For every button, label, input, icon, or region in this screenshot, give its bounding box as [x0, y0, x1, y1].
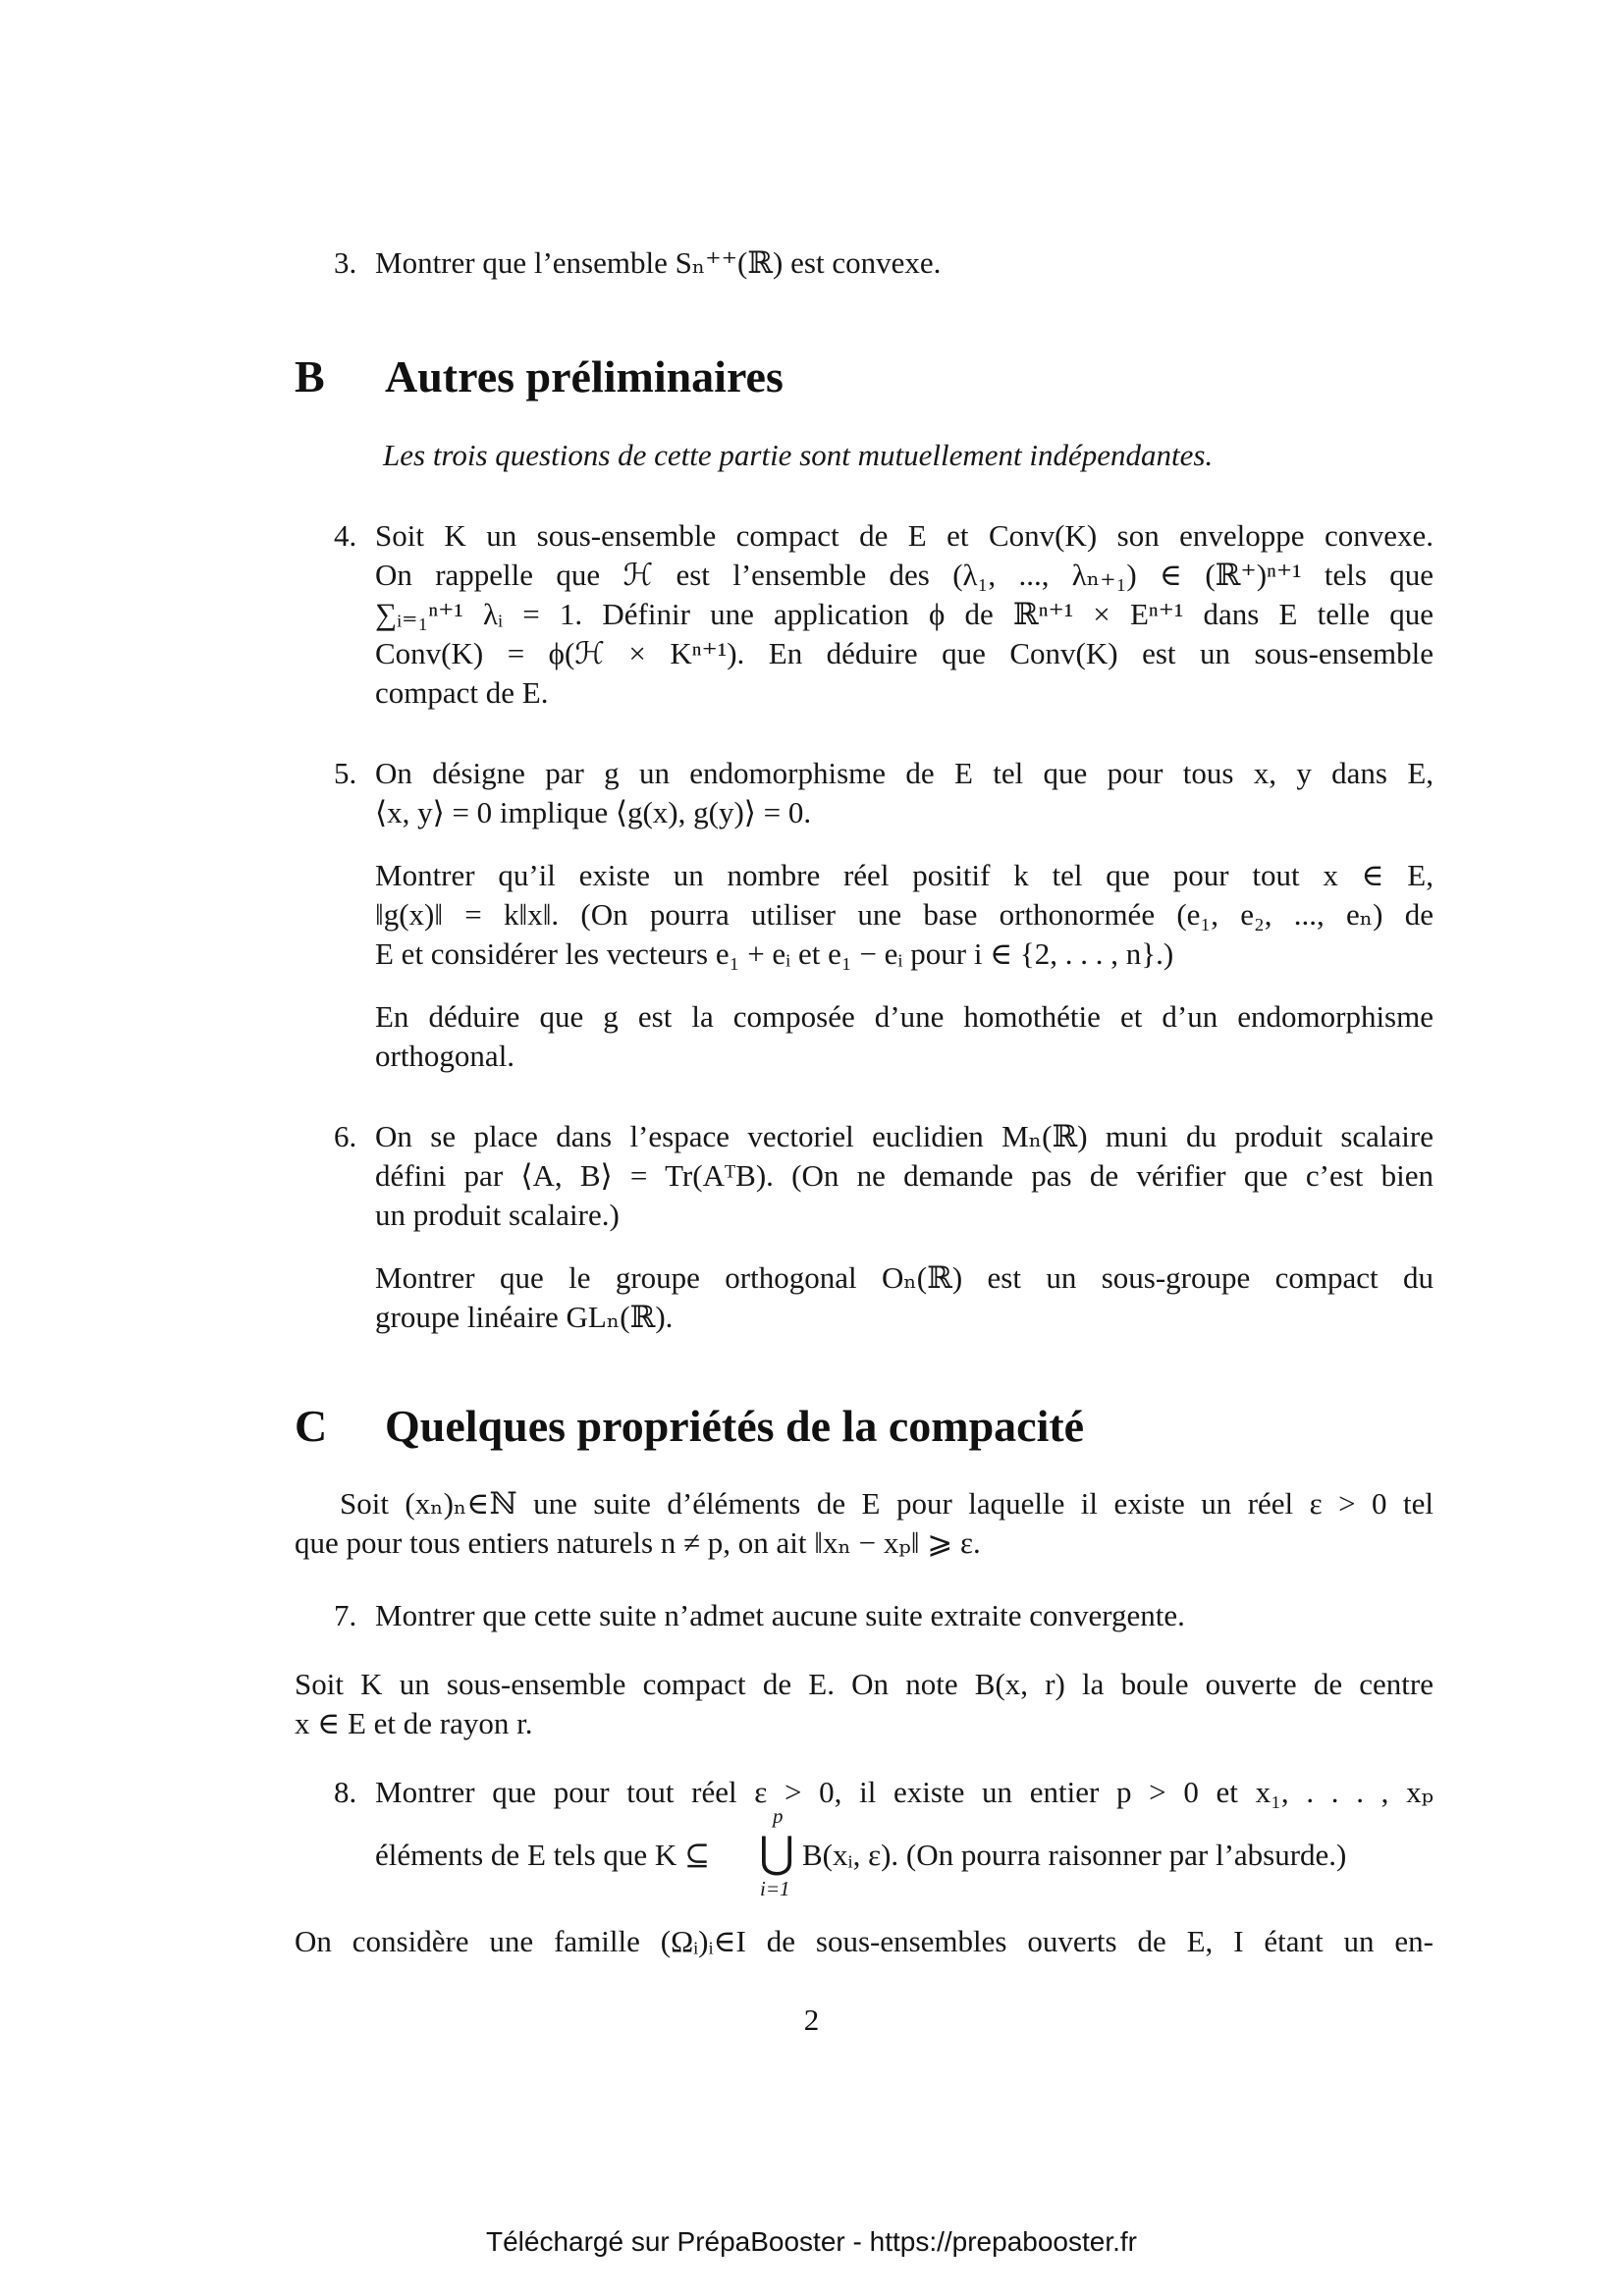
question-line: compact de E. [375, 675, 549, 710]
question-line: groupe linéaire GLₙ(ℝ). [375, 1300, 674, 1334]
section-title: Autres préliminaires [385, 351, 784, 401]
question-line: E et considérer les vecteurs e₁ + eᵢ et e₁ − eᵢ pour i ∈ {2, . . . , n}.) [375, 936, 1174, 971]
question-line: On rappelle que ℋ est l’ensemble des (λ₁, ..., λₙ₊₁) ∈ (ℝ⁺)ⁿ⁺¹ tels que [375, 558, 1434, 592]
question-line: éléments de E tels que K ⊆ [375, 1838, 711, 1872]
question-line: orthogonal. [375, 1039, 515, 1073]
question-line: ∑ᵢ₌₁ⁿ⁺¹ λᵢ = 1. Définir une application ϕ de ℝⁿ⁺¹ × Eⁿ⁺¹ dans E telle que [375, 597, 1434, 631]
question-number: 4. [334, 518, 357, 553]
question-line: Conv(K) = ϕ(ℋ × Kⁿ⁺¹). En déduire que Conv(K) est un sous-ensemble [375, 636, 1434, 670]
question-line: Montrer que pour tout réel ε > 0, il existe un entier p > 0 et x₁, . . . , xₚ [375, 1775, 1434, 1809]
question-line: On se place dans l’espace vectoriel euclidien Mₙ(ℝ) muni du produit scalaire [375, 1119, 1434, 1153]
question-line: défini par ⟨A, B⟩ = Tr(AᵀB). (On ne demande pas de vérifier que c’est bien [375, 1158, 1434, 1193]
page-number: 2 [803, 2002, 820, 2037]
question-number: 5. [334, 756, 357, 790]
question-line: ⟨x, y⟩ = 0 implique ⟨g(x), g(y)⟩ = 0. [375, 795, 812, 829]
union-upper-bound: p [773, 1804, 784, 1828]
question-line: En déduire que g est la composée d’une homothétie et d’un endomorphisme [375, 999, 1434, 1034]
question-line: Soit K un sous-ensemble compact de E et Conv(K) son enveloppe convexe. [375, 518, 1434, 553]
paragraph-line: Soit K un sous-ensemble compact de E. On note B(x, r) la boule ouverte de centre [295, 1667, 1434, 1701]
question-line: Montrer qu’il existe un nombre réel positif k tel que pour tout x ∈ E, [375, 858, 1434, 892]
question-text: Montrer que cette suite n’admet aucune suite extraite convergente. [375, 1598, 1185, 1632]
question-number: 7. [334, 1598, 357, 1632]
union-lower-bound: i=1 [760, 1877, 790, 1900]
question-line: On désigne par g un endomorphisme de E tel que pour tous x, y dans E, [375, 756, 1434, 790]
paragraph-line: x ∈ E et de rayon r. [295, 1706, 533, 1740]
question-line: ‖g(x)‖ = k‖x‖. (On pourra utiliser une base orthonormée (e₁, e₂, ..., eₙ) de [375, 897, 1434, 932]
section-intro: Les trois questions de cette partie sont mutuellement indépendantes. [383, 438, 1214, 472]
question-number: 8. [334, 1775, 357, 1809]
union-symbol: ⋃ [759, 1829, 795, 1877]
question-number: 6. [334, 1119, 357, 1153]
question-line: B(xᵢ, ε). (On pourra raisonner par l’absurde.) [802, 1838, 1347, 1872]
download-footer: Téléchargé sur PrépaBooster - https://prepabooster.fr [485, 2226, 1138, 2257]
question-line: un produit scalaire.) [375, 1198, 620, 1232]
question-number: 3. [334, 245, 357, 280]
section-letter: C [295, 1401, 328, 1451]
question-line: Montrer que le groupe orthogonal Oₙ(ℝ) est un sous-groupe compact du [375, 1260, 1434, 1295]
section-letter: B [295, 351, 325, 401]
section-title: Quelques propriétés de la compacité [385, 1401, 1085, 1451]
paragraph-line: On considère une famille (Ωᵢ)ᵢ∈I de sous-ensembles ouverts de E, I étant un en- [295, 1924, 1434, 1958]
question-text: Montrer que l’ensemble Sₙ⁺⁺(ℝ) est convexe. [375, 245, 942, 280]
paragraph-line: Soit (xₙ)ₙ∈ℕ une suite d’éléments de E pour laquelle il existe un réel ε > 0 tel [340, 1486, 1434, 1521]
paragraph-line: que pour tous entiers naturels n ≠ p, on ait ‖xₙ − xₚ‖ ⩾ ε. [295, 1525, 981, 1560]
